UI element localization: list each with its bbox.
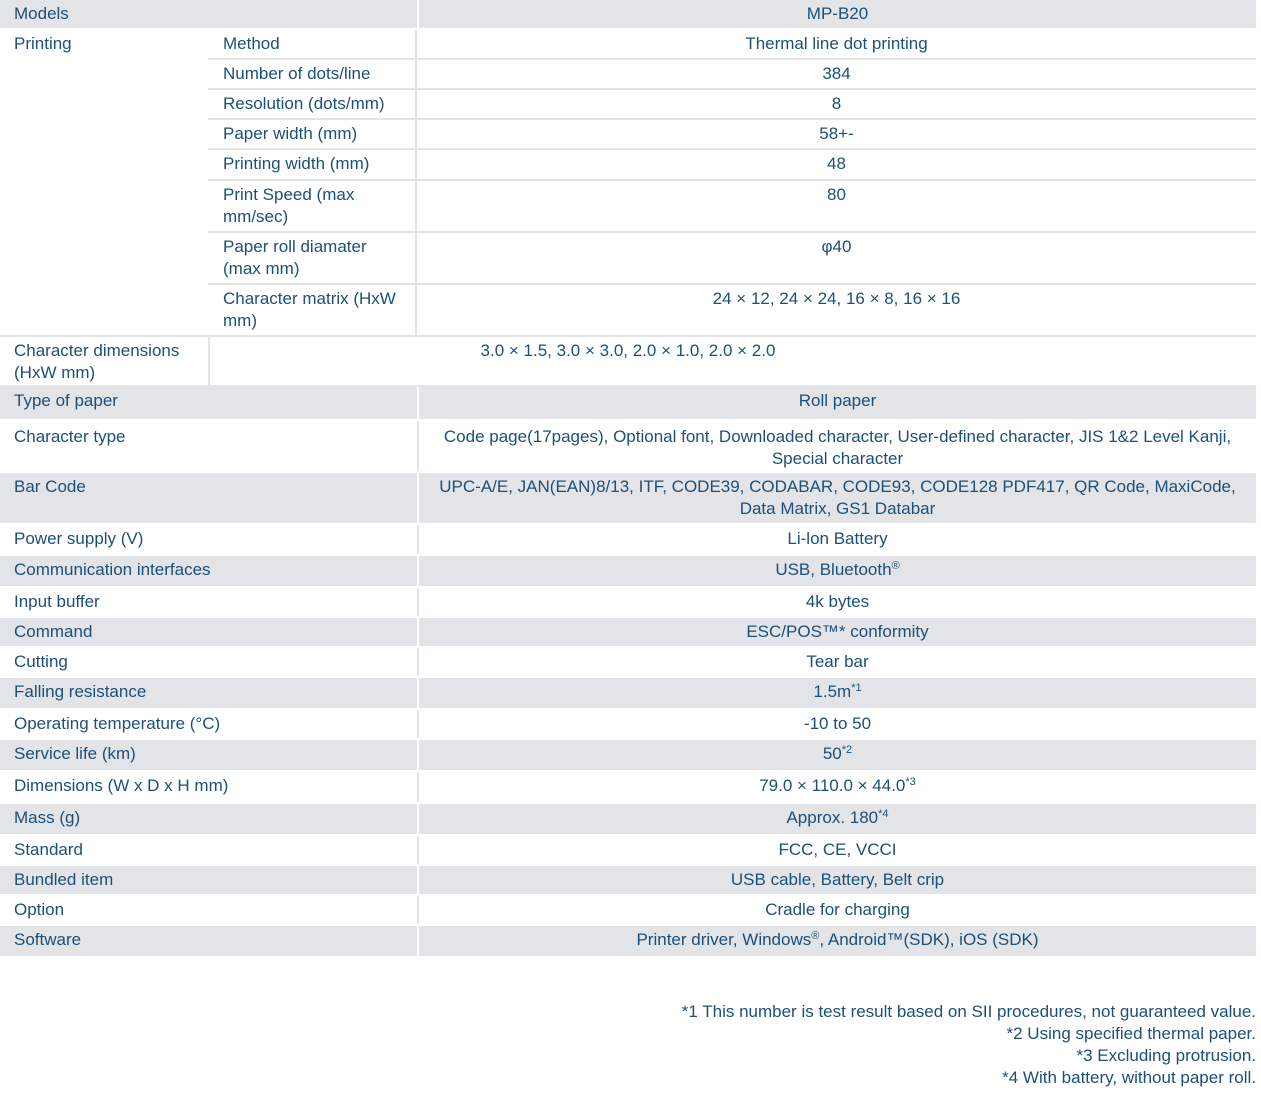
- footnote: *2 Using specified thermal paper.: [1006, 1024, 1256, 1043]
- sub-value: 58+-: [819, 124, 854, 143]
- sub-label: Paper roll diamater (max mm): [208, 233, 417, 283]
- table-row: [0, 926, 1256, 958]
- sub-label: Print Speed (max mm/sec): [208, 181, 417, 231]
- row-value: [417, 926, 1256, 956]
- sub-value: 80: [827, 185, 846, 204]
- footnote-ref: *4: [878, 808, 889, 820]
- row-value: USB cable, Battery, Belt crip: [417, 866, 1256, 894]
- row-value: [417, 678, 1256, 708]
- table-row: [0, 525, 1256, 556]
- table-row: [0, 804, 1256, 836]
- value-text: 1.5m: [813, 682, 852, 701]
- value-text: Approx. 180: [786, 808, 879, 827]
- table-row: [208, 150, 1256, 181]
- row-label: Mass (g): [14, 808, 81, 827]
- row-label: Power supply (V): [14, 529, 144, 548]
- row-value: Roll paper: [417, 387, 1256, 419]
- table-row: [208, 30, 1256, 60]
- row-label: Input buffer: [14, 592, 100, 611]
- table-row: [208, 285, 1256, 335]
- table-row: [208, 60, 1256, 90]
- table-row: [208, 120, 1256, 150]
- row-value: 3.0 × 1.5, 3.0 × 3.0, 2.0 × 1.0, 2.0 × 2.0: [480, 341, 776, 360]
- row-label: Dimensions (W x D x H mm): [14, 776, 229, 795]
- table-row: [0, 473, 1256, 525]
- sub-label: Resolution (dots/mm): [208, 90, 417, 118]
- table-row: [208, 233, 1256, 285]
- footnote-ref: *2: [841, 744, 853, 756]
- printing-group: [0, 30, 1256, 335]
- row-label: Character type: [14, 427, 126, 446]
- row-label: Software: [14, 930, 82, 949]
- table-row: [0, 618, 1256, 648]
- row-value: [417, 772, 1256, 802]
- printing-label: Printing: [14, 34, 72, 53]
- table-row: [0, 836, 1256, 866]
- registered-mark: ®: [811, 930, 820, 942]
- row-label: Service life (km): [14, 744, 136, 763]
- row-label: Character dimensions (HxW mm): [0, 337, 210, 385]
- row-label: Command: [14, 622, 93, 641]
- value-text: 50: [822, 744, 842, 763]
- sub-value: 48: [827, 154, 846, 173]
- row-label: Operating temperature (°C): [14, 714, 221, 733]
- table-row: [208, 181, 1256, 233]
- row-label: Models: [14, 4, 69, 23]
- row-label: Bundled item: [14, 870, 114, 889]
- footnotes: [682, 1001, 1256, 1089]
- sub-label: Method: [208, 30, 417, 58]
- value-text: , Android™(SDK), iOS (SDK): [819, 930, 1039, 949]
- row-label: Type of paper: [14, 391, 118, 410]
- sub-label: Paper width (mm): [208, 120, 417, 148]
- table-row-char-dimensions: [0, 335, 1256, 387]
- row-label: Bar Code: [14, 477, 86, 496]
- sub-value: 384: [822, 64, 851, 83]
- table-row: [0, 896, 1256, 926]
- row-value: [417, 740, 1256, 770]
- value-text: USB, Bluetooth: [775, 560, 892, 579]
- row-label: Communication interfaces: [14, 560, 211, 579]
- printing-subrows: [208, 30, 1256, 335]
- table-row: [0, 648, 1256, 678]
- row-value: ESC/POS™* conformity: [417, 618, 1256, 646]
- sub-value: φ40: [821, 237, 852, 256]
- row-value: Li-lon Battery: [417, 525, 1256, 554]
- row-value: -10 to 50: [417, 710, 1256, 738]
- footnote: *3 Excluding protrusion.: [1076, 1046, 1256, 1065]
- table-row: [0, 678, 1256, 710]
- row-value: Tear bar: [417, 648, 1256, 676]
- row-value: UPC-A/E, JAN(EAN)8/13, ITF, CODE39, CODABAR, CODE93, CODE128 PDF417, QR Code, MaxiCode, Data Matrix, GS1 Databar: [417, 473, 1256, 523]
- row-label: Cutting: [14, 652, 68, 671]
- table-row: [0, 866, 1256, 896]
- value-text: Printer driver, Windows: [636, 930, 812, 949]
- value-text: 79.0 × 110.0 × 44.0: [759, 776, 906, 795]
- row-value: 4k bytes: [417, 588, 1256, 616]
- row-value: [417, 556, 1256, 586]
- sub-label: Character matrix (HxW mm): [208, 285, 417, 335]
- row-value: MP-B20: [417, 0, 1256, 28]
- registered-mark: ®: [891, 560, 900, 572]
- footnote-ref: *1: [851, 682, 862, 694]
- table-row: [0, 421, 1256, 473]
- row-label: Standard: [14, 840, 83, 859]
- footnote: *4 With battery, without paper roll.: [1002, 1068, 1256, 1087]
- table-row-models: [0, 0, 1256, 30]
- table-row: [0, 588, 1256, 618]
- row-label: Falling resistance: [14, 682, 147, 701]
- sub-value: 24 × 12, 24 × 24, 16 × 8, 16 × 16: [712, 289, 961, 308]
- sub-label: Printing width (mm): [208, 150, 417, 179]
- row-value: Cradle for charging: [417, 896, 1256, 924]
- sub-value: Thermal line dot printing: [745, 34, 928, 53]
- table-row: [0, 772, 1256, 804]
- row-value: FCC, CE, VCCI: [417, 836, 1256, 864]
- row-value: Code page(17pages), Optional font, Downloaded character, User-defined character, JIS 1&2 Level Kanji, Special character: [417, 421, 1256, 471]
- table-row: [0, 740, 1256, 772]
- table-row: [0, 556, 1256, 588]
- row-value: [417, 804, 1256, 834]
- footnote: *1 This number is test result based on SII procedures, not guaranteed value.: [681, 1002, 1256, 1021]
- row-label: Option: [14, 900, 65, 919]
- table-row: [208, 90, 1256, 120]
- table-row: [0, 387, 1256, 421]
- sub-label: Number of dots/line: [208, 60, 417, 88]
- table-row: [0, 710, 1256, 740]
- footnote-ref: *3: [905, 776, 916, 788]
- sub-value: 8: [831, 94, 842, 113]
